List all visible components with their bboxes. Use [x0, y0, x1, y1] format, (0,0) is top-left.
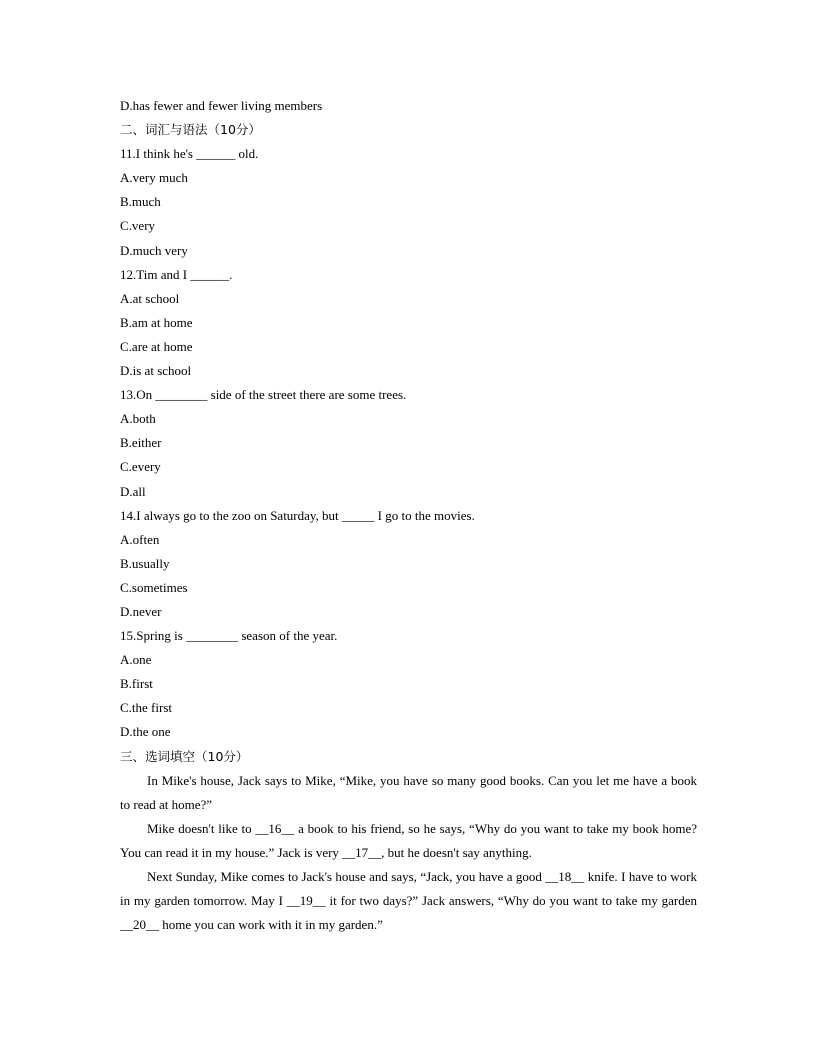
option-14d: D.never [120, 603, 162, 619]
question-11: 11.I think he's ______ old. [120, 146, 259, 162]
option-14a: A.often [120, 531, 160, 547]
option-15b: B.first [120, 676, 153, 692]
option-11a: A.very much [120, 170, 188, 186]
option-14b: B.usually [120, 555, 170, 571]
option-13a: A.both [120, 411, 156, 427]
section-heading-vocabulary-grammar: 二、词汇与语法（10分） [120, 122, 261, 138]
option-13b: B.either [120, 435, 162, 451]
option-11d: D.much very [120, 242, 188, 258]
option-13d: D.all [120, 483, 146, 499]
option-12d: D.is at school [120, 363, 192, 379]
option-15a: A.one [120, 652, 152, 668]
option-12a: A.at school [120, 290, 180, 306]
question-12: 12.Tim and I ______. [120, 266, 233, 282]
option-15c: C.the first [120, 700, 172, 716]
section-heading-word-fill: 三、选词填空（10分） [120, 748, 249, 764]
option-10d: D.has fewer and fewer living members [120, 98, 323, 113]
passage-paragraph-1: In Mike's house, Jack says to Mike, “Mike, you have so many good books. Can you let me have a book to read at home?” [120, 772, 697, 812]
option-15d: D.the one [120, 724, 171, 740]
option-12c: C.are at home [120, 338, 193, 354]
option-11b: B.much [120, 194, 161, 210]
question-13: 13.On ________ side of the street there are some trees. [120, 387, 407, 403]
question-15: 15.Spring is ________ season of the year. [120, 628, 338, 644]
option-14c: C.sometimes [120, 579, 188, 595]
question-14: 14.I always go to the zoo on Saturday, but _____ I go to the movies. [120, 507, 475, 523]
option-13c: C.every [120, 459, 161, 475]
passage-paragraph-3: Next Sunday, Mike comes to Jack's house and says, “Jack, you have a good __18__ knife. I have to work in my garden tomorrow. May I __19__ it for two days?” Jack answers, “Why do you want to take my garden __20__ home you can work with it in my garden.” [120, 869, 697, 933]
passage-paragraph-2: Mike doesn't like to __16__ a book to his friend, so he says, “Why do you want to take my book home? You can read it in my house.” Jack is very __17__, but he doesn't say anything. [120, 820, 697, 860]
option-12b: B.am at home [120, 314, 193, 330]
document-page [120, 94, 697, 937]
option-11c: C.very [120, 218, 156, 234]
